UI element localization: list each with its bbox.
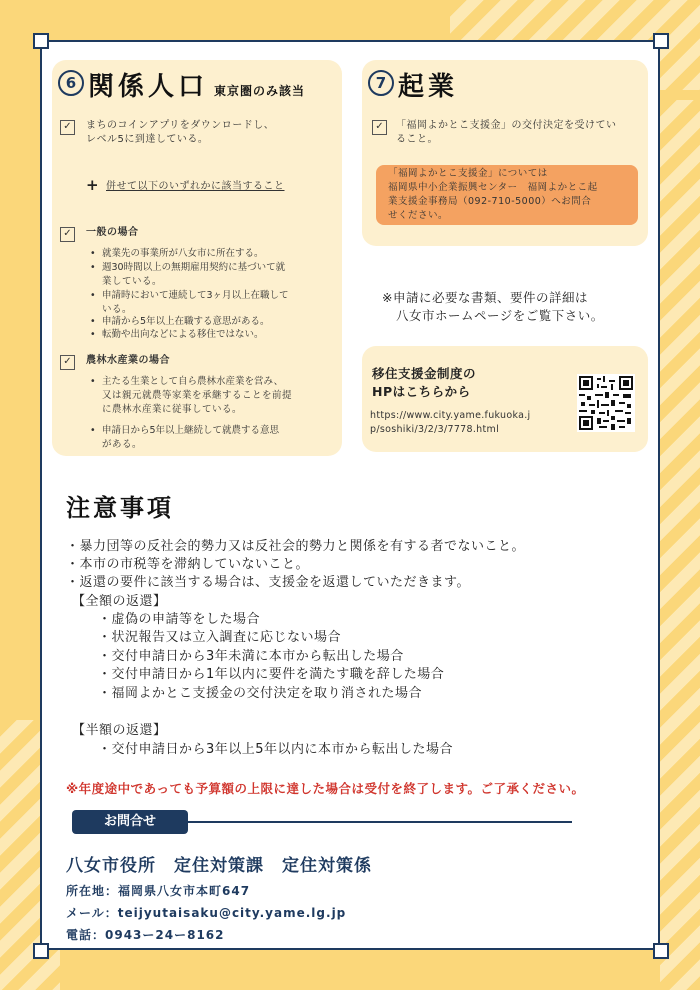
section6-header [58, 70, 84, 96]
checkbox-icon: ✓ [60, 120, 75, 135]
general-item-cont: いる。 [102, 304, 133, 315]
agri-item: • 申請日から5年以上継続して就農する意思 [90, 424, 279, 438]
notes-line: ・交付申請日から3年以上5年以内に本市から転出した場合 [98, 742, 454, 757]
hp-url-line-2[interactable]: p/soshiki/3/2/3/7778.html [370, 424, 500, 435]
notes-subheading-half: 【半額の返還】 [72, 723, 167, 738]
office-name: 八女市役所 定住対策課 定住対策係 [66, 856, 372, 876]
notes-line: ・交付申請日から3年未満に本市から転出した場合 [98, 649, 404, 664]
section6-title-text: 関係人口 [88, 72, 209, 102]
section7-number: 7 [368, 70, 394, 96]
checkbox-icon: ✓ [60, 227, 75, 242]
section6-title [88, 66, 305, 103]
plus-icon: + [86, 176, 99, 194]
contact-address: 所在地：福岡県八女市本町647 [66, 884, 251, 898]
yokatoko-info-line: せください。 [388, 210, 449, 221]
hp-url-line-1[interactable]: https://www.city.yame.fukuoka.j [370, 410, 531, 421]
agri-item: • 主たる生業として自ら農林水産業を営み、 [90, 375, 283, 389]
agri-item-cont: がある。 [102, 439, 143, 450]
general-case-heading: 一般の場合 [86, 227, 139, 238]
notes-line: ・交付申請日から1年以内に要件を満たす職を辞した場合 [98, 667, 445, 682]
contact-tag: お問合せ [72, 810, 188, 834]
section7-header [368, 70, 394, 96]
general-item: • 転勤や出向などによる移住ではない。 [90, 328, 264, 342]
checkbox-icon: ✓ [60, 355, 75, 370]
agri-item-cont: 又は親元就農等家業を承継することを前提 [102, 390, 293, 401]
contact-phone[interactable]: 電話：0943ー24ー8162 [66, 928, 225, 942]
general-item: • 就業先の事業所が八女市に所在する。 [90, 247, 264, 261]
hp-note-line-2: 八女市ホームページをご覧下さい。 [396, 308, 604, 323]
app-requirement-line-2: レベル5に到達している。 [86, 134, 209, 145]
hp-note-line-1: ※申請に必要な書類、要件の詳細は [382, 290, 588, 305]
notes-line: ・虚偽の申請等をした場合 [98, 612, 261, 627]
section7-title: 起業 [398, 72, 459, 102]
section6-subtitle: 東京圏のみ該当 [214, 84, 306, 98]
corner-handle-tr [653, 33, 669, 49]
contact-divider [188, 821, 572, 823]
corner-handle-tl [33, 33, 49, 49]
contact-email[interactable]: メール：teijyutaisaku@city.yame.lg.jp [66, 906, 347, 920]
notes-line: ・福岡よかとこ支援金の交付決定を取り消された場合 [98, 686, 423, 701]
corner-handle-bl [33, 943, 49, 959]
notes-line: ・返還の要件に該当する場合は、支援金を返還していただきます。 [66, 575, 470, 590]
section6-number: 6 [58, 70, 84, 96]
app-requirement-line-1: まちのコインアプリをダウンロードし、 [86, 120, 275, 131]
notes-line: ・暴力団等の反社会的勢力又は反社会的勢力と関係を有する者でないこと。 [66, 539, 526, 554]
corner-handle-br [653, 943, 669, 959]
general-item: • 申請時において連続して3ヶ月以上在職して [90, 289, 289, 303]
agri-item-cont: に農林水産業に従事している。 [102, 404, 243, 415]
yokatoko-info-line: 福岡県中小企業振興センター 福岡よかとこ起 [388, 182, 598, 193]
general-item: • 申請から5年以上在職する意思がある。 [90, 315, 270, 329]
notes-title: 注意事項 [66, 494, 174, 522]
notes-subheading-full: 【全額の返還】 [72, 594, 167, 609]
hp-title-line-1: 移住支援金制度の [372, 366, 477, 381]
startup-requirement-line-1: 「福岡よかとこ支援金」の交付決定を受けてい [396, 120, 617, 131]
yokatoko-info-line: 業支援金事務局（092-710-5000）へお問合 [388, 196, 592, 207]
general-item: • 週30時間以上の無期雇用契約に基づいて就 [90, 261, 285, 275]
qr-code-icon[interactable] [577, 374, 635, 432]
agri-case-heading: 農林水産業の場合 [86, 355, 170, 366]
decorative-stripes-right [660, 100, 700, 990]
plus-condition-text: 併せて以下のいずれかに該当すること [106, 181, 285, 192]
checkbox-icon: ✓ [372, 120, 387, 135]
general-item-cont: 業している。 [102, 276, 163, 287]
startup-requirement-line-2: ること。 [396, 134, 438, 145]
notes-line: ・状況報告又は立入調査に応じない場合 [98, 630, 342, 645]
budget-limit-note: ※年度途中であっても予算額の上限に達した場合は受付を終了します。ご了承ください。 [66, 781, 585, 796]
qr-code-graphic [577, 374, 635, 432]
notes-line: ・本市の市税等を滞納していないこと。 [66, 557, 310, 572]
hp-title-line-2: HPはこちらから [372, 384, 471, 399]
yokatoko-info-line: 「福岡よかとこ支援金」については [388, 168, 548, 179]
